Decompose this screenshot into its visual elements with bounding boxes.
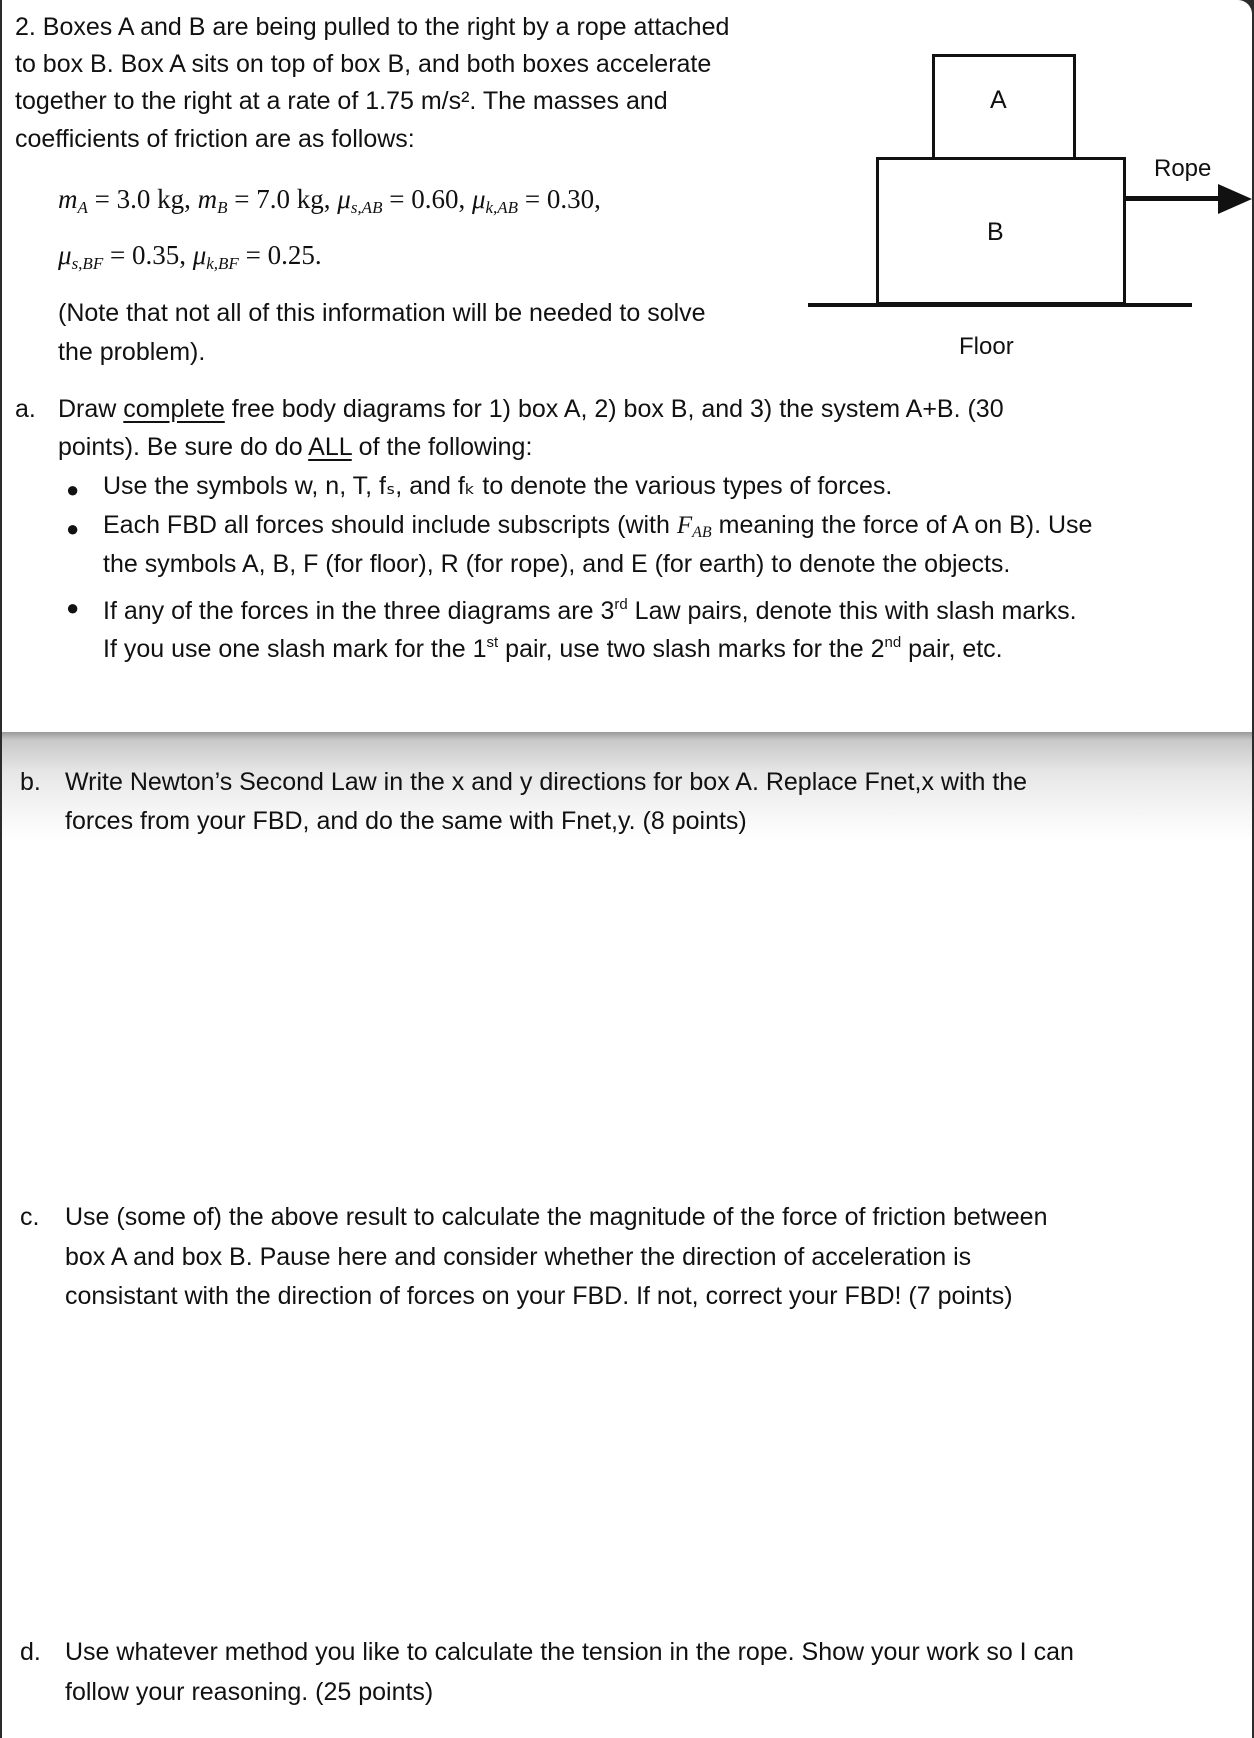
worksheet-page — [2, 0, 1252, 1738]
bullet-3-line-2-pre: If you use one slash mark for the 1 — [103, 635, 487, 663]
mu-k-bf-value: 0.25 — [267, 240, 315, 270]
part-a-underlined-all: ALL — [308, 433, 352, 461]
mass-b-value: 7.0 kg — [256, 184, 324, 214]
part-d-line-2: follow your reasoning. (25 points) — [65, 1678, 434, 1706]
part-b-line-2: forces from your FBD, and do the same with Fnet,y. (8 points) — [65, 807, 747, 835]
f-ab-symbol — [677, 512, 712, 539]
givens-line-1: $m_A = 3.0$ kg, $m_B = 7.0$ kg, $\mu_{s,AB} = 0.60$, $\mu_{k,AB} = 0.30$, — [58, 184, 601, 217]
part-a-letter: a. — [15, 395, 36, 423]
f-ab-symbol-sub: AB — [692, 524, 712, 541]
part-a-underlined-complete: complete — [123, 395, 225, 423]
part-d-line-1: Use whatever method you like to calculate the tension in the rope. Show your work so I can — [65, 1638, 1074, 1666]
intro-line-4: coefficients of friction are as follows: — [15, 125, 415, 153]
part-d-letter: d. — [20, 1638, 41, 1666]
part-a-bullet-1: Use the symbols w, n, T, fₛ, and fₖ to denote the various types of forces. — [103, 472, 893, 500]
mu-k-ab-value: 0.30 — [546, 184, 595, 214]
bullet-3-post: Law pairs, denote this with slash marks. — [627, 597, 1077, 625]
part-b-letter: b. — [20, 768, 41, 796]
rope-label: Rope — [1154, 155, 1212, 182]
givens-line-2: $\mu_{s,BF} = 0.35$, $\mu_{k,BF} = 0.25$. — [58, 240, 322, 273]
mass-a-value: 3.0 kg — [116, 184, 185, 214]
part-a-line-2 — [58, 428, 532, 467]
part-c-line-1: Use (some of) the above result to calculate the magnitude of the force of friction between — [65, 1203, 1048, 1231]
bullet-dot-icon: ● — [66, 477, 80, 502]
part-a-line-1 — [58, 390, 1004, 429]
part-a-line-1-post: free body diagrams for 1) box A, 2) box B, and 3) the system A+B. (30 — [224, 395, 1004, 423]
bullet-3-line-2-post: pair, etc. — [901, 635, 1003, 663]
intro-line-3: together to the right at a rate of 1.75 m/s². The masses and — [15, 87, 668, 115]
floor-line — [808, 303, 1192, 307]
bullet-3-pre: If any of the forces in the three diagrams are 3 — [103, 597, 615, 625]
mu-s-ab-value: 0.60 — [411, 184, 459, 214]
box-a-label: A — [990, 86, 1007, 114]
part-c-line-3: consistant with the direction of forces on your FBD. If not, correct your FBD! (7 points) — [65, 1282, 1013, 1310]
floor-label: Floor — [959, 333, 1014, 360]
f-ab-symbol-letter: F — [676, 512, 693, 539]
bullet-2-post: meaning the force of A on B). Use — [711, 511, 1093, 539]
part-a-line-2-post: of the following: — [351, 433, 533, 461]
bullet-dot-icon: ● — [66, 516, 80, 541]
part-a-line-1-pre: Draw — [58, 395, 124, 423]
part-a-bullet-3-line-2 — [103, 623, 1003, 669]
rope-line — [1125, 196, 1225, 201]
bullet-3-line-2-mid: pair, use two slash marks for the 2 — [498, 635, 885, 663]
bullet-3-line-2-sup-2: nd — [884, 634, 902, 651]
mu-s-bf-value: 0.35 — [131, 240, 180, 270]
part-c-letter: c. — [20, 1203, 40, 1231]
part-c-line-2: box A and box B. Pause here and consider whether the direction of acceleration is — [65, 1243, 972, 1271]
intro-line-2: to box B. Box A sits on top of box B, and both boxes accelerate — [15, 50, 712, 78]
bullet-3-line-2-sup-1: st — [486, 634, 499, 651]
box-b-label: B — [987, 218, 1004, 246]
bullet-3-sup: rd — [614, 596, 628, 613]
part-b-line-1: Write Newton’s Second Law in the x and y directions for box A. Replace Fnet,x with the — [65, 768, 1028, 796]
note-line-2: the problem). — [58, 338, 206, 366]
part-a-line-2-pre: points). Be sure do do — [58, 433, 309, 461]
intro-line-1: 2. Boxes A and B are being pulled to the right by a rope attached — [15, 13, 730, 41]
part-a-bullet-2-line-2: the symbols A, B, F (for floor), R (for rope), and E (for earth) to denote the objects. — [103, 550, 1011, 578]
bullet-dot-icon: ● — [66, 595, 80, 620]
note-line-1: (Note that not all of this information will be needed to solve — [58, 299, 706, 327]
bullet-2-pre: Each FBD all forces should include subscripts (with — [103, 511, 677, 539]
rope-arrowhead-icon — [1218, 184, 1252, 214]
